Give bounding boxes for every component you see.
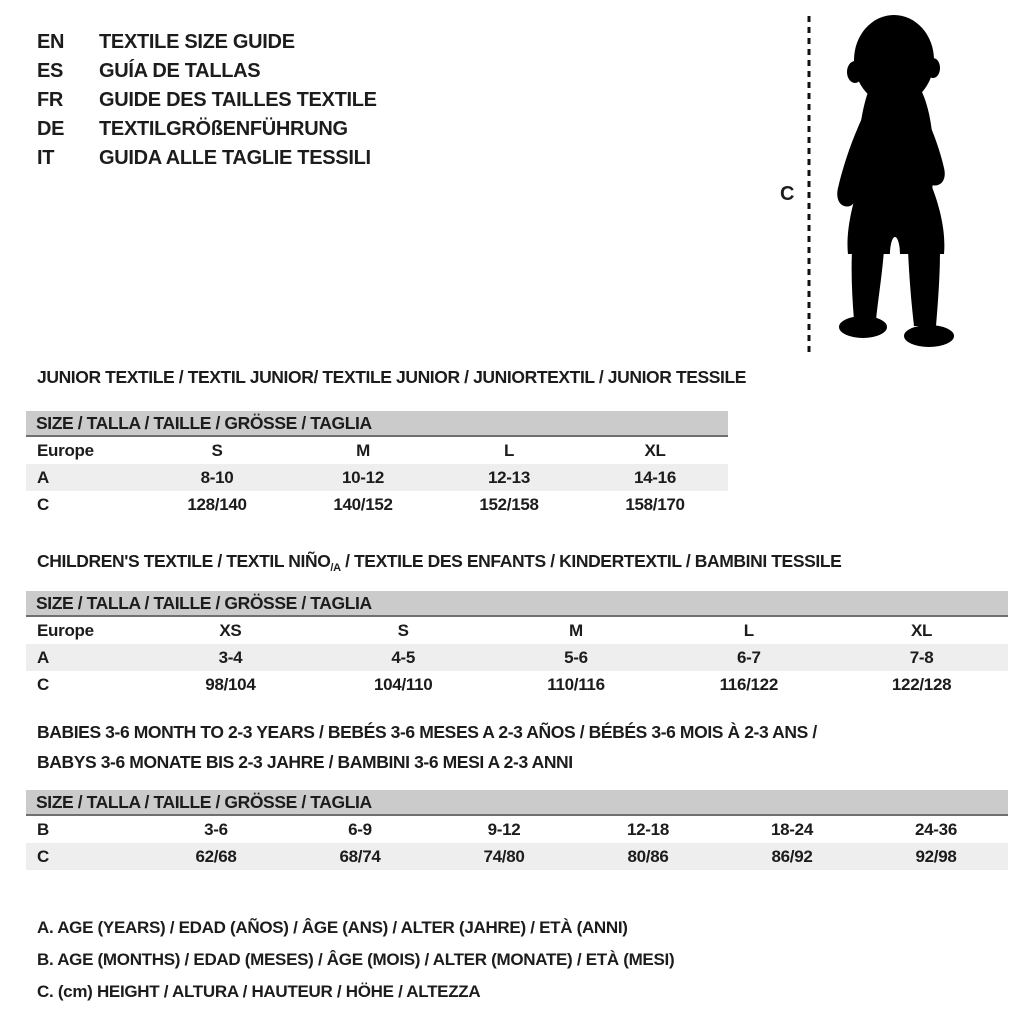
- height-cell: 62/68: [195, 847, 237, 866]
- age-cell: 8-10: [200, 468, 234, 487]
- size-cell: XL: [644, 441, 666, 460]
- language-code: DE: [37, 118, 65, 140]
- guide-title-de: TEXTILGRÖßENFÜHRUNG: [99, 118, 348, 140]
- children-title-subscript: /A: [330, 562, 341, 574]
- row-label: Europe: [37, 441, 94, 460]
- size-cell: S: [211, 441, 223, 460]
- height-cell: 74/80: [483, 847, 525, 866]
- table-row-age-months: [26, 816, 1008, 843]
- age-cell: 10-12: [342, 468, 384, 487]
- height-dashed-line-icon: [807, 16, 811, 354]
- junior-size-table: [26, 411, 728, 518]
- table-row-height: [26, 671, 1008, 698]
- legend-line-b: B. AGE (MONTHS) / EDAD (MESES) / ÂGE (MOIS) / ALTER (MONATE) / ETÀ (MESI): [37, 950, 675, 969]
- legend-line-c: C. (cm) HEIGHT / ALTURA / HAUTEUR / HÖHE / ALTEZZA: [37, 982, 481, 1001]
- guide-title-fr: GUIDE DES TAILLES TEXTILE: [99, 89, 377, 111]
- row-label: C: [37, 847, 49, 866]
- size-header-bar: SIZE / TALLA / TAILLE / GRÖSSE / TAGLIA: [26, 411, 728, 437]
- height-cell: 110/116: [547, 675, 605, 694]
- row-label: Europe: [37, 621, 94, 640]
- children-title-prefix: CHILDREN'S TEXTILE / TEXTIL NIÑO: [37, 551, 331, 571]
- age-cell: 4-5: [391, 648, 416, 667]
- table-row-europe: [26, 617, 1008, 644]
- row-label: C: [37, 675, 49, 694]
- row-label: A: [37, 468, 49, 487]
- table-row-height: [26, 491, 728, 518]
- guide-title-it: GUIDA ALLE TAGLIE TESSILI: [99, 147, 371, 169]
- size-cell: XL: [911, 621, 933, 640]
- age-cell: 7-8: [909, 648, 934, 667]
- language-code: FR: [37, 89, 64, 111]
- language-code: EN: [37, 31, 65, 53]
- children-size-table: [26, 591, 1008, 698]
- junior-section-title: JUNIOR TEXTILE / TEXTIL JUNIOR/ TEXTILE JUNIOR / JUNIORTEXTIL / JUNIOR TESSILE: [37, 367, 747, 387]
- baby-silhouette-icon: [818, 10, 972, 362]
- table-row-europe: [26, 437, 728, 464]
- height-cell: 158/170: [625, 495, 685, 514]
- babies-section-title-line2: BABYS 3-6 MONATE BIS 2-3 JAHRE / BAMBINI 3-6 MESI A 2-3 ANNI: [37, 752, 573, 772]
- age-cell: 14-16: [634, 468, 676, 487]
- language-row-it: [37, 144, 377, 173]
- language-code: IT: [37, 147, 55, 169]
- size-cell: M: [356, 441, 370, 460]
- age-cell: 3-4: [218, 648, 243, 667]
- age-cell: 18-24: [771, 820, 813, 839]
- size-cell: L: [743, 621, 754, 640]
- height-cell: 98/104: [205, 675, 256, 694]
- age-cell: 6-7: [736, 648, 761, 667]
- babies-section-title-line1: BABIES 3-6 MONTH TO 2-3 YEARS / BEBÉS 3-6 MESES A 2-3 AÑOS / BÉBÉS 3-6 MOIS À 2-3 ANS /: [37, 722, 817, 742]
- height-cell: 122/128: [891, 675, 952, 694]
- language-row-es: [37, 57, 377, 86]
- language-code: ES: [37, 60, 64, 82]
- language-title-list: [37, 28, 377, 173]
- height-measure-figure: [770, 0, 990, 370]
- age-cell: 3-6: [204, 820, 228, 839]
- row-label: B: [37, 820, 49, 839]
- row-label: A: [37, 648, 49, 667]
- size-cell: XS: [219, 621, 242, 640]
- children-section-title: [37, 551, 841, 574]
- babies-size-table: [26, 790, 1008, 870]
- table-row-age: [26, 464, 728, 491]
- language-row-en: [37, 28, 377, 57]
- table-row-age: [26, 644, 1008, 671]
- table-row-height: [26, 843, 1008, 870]
- height-cell: 116/122: [719, 675, 778, 694]
- size-cell: L: [503, 441, 515, 460]
- size-header-bar: SIZE / TALLA / TAILLE / GRÖSSE / TAGLIA: [26, 591, 1008, 617]
- height-cell: 92/98: [915, 847, 957, 866]
- row-label: C: [37, 495, 49, 514]
- height-cell: 86/92: [771, 847, 813, 866]
- height-cell: 68/74: [339, 847, 381, 866]
- children-title-suffix: / TEXTILE DES ENFANTS / KINDERTEXTIL / BAMBINI TESSILE: [340, 551, 842, 571]
- height-cell: 140/152: [333, 495, 393, 514]
- height-cell: 152/158: [479, 495, 539, 514]
- age-cell: 9-12: [487, 820, 521, 839]
- height-measure-label: C: [780, 183, 795, 205]
- measure-legend: [37, 912, 674, 1008]
- language-row-fr: [37, 86, 377, 115]
- height-cell: 104/110: [373, 675, 433, 694]
- size-header-bar: SIZE / TALLA / TAILLE / GRÖSSE / TAGLIA: [26, 790, 1008, 816]
- legend-line-a: A. AGE (YEARS) / EDAD (AÑOS) / ÂGE (ANS) / ALTER (JAHRE) / ETÀ (ANNI): [37, 918, 628, 937]
- guide-title-en: TEXTILE SIZE GUIDE: [99, 31, 295, 53]
- age-cell: 5-6: [564, 648, 588, 667]
- age-cell: 6-9: [348, 820, 372, 839]
- height-cell: 128/140: [187, 495, 247, 514]
- age-cell: 12-13: [488, 468, 530, 487]
- age-cell: 12-18: [627, 820, 669, 839]
- size-cell: S: [397, 621, 409, 640]
- age-cell: 24-36: [915, 820, 957, 839]
- height-cell: 80/86: [627, 847, 669, 866]
- guide-title-es: GUÍA DE TALLAS: [99, 60, 261, 82]
- language-row-de: [37, 115, 377, 144]
- size-cell: M: [569, 621, 583, 640]
